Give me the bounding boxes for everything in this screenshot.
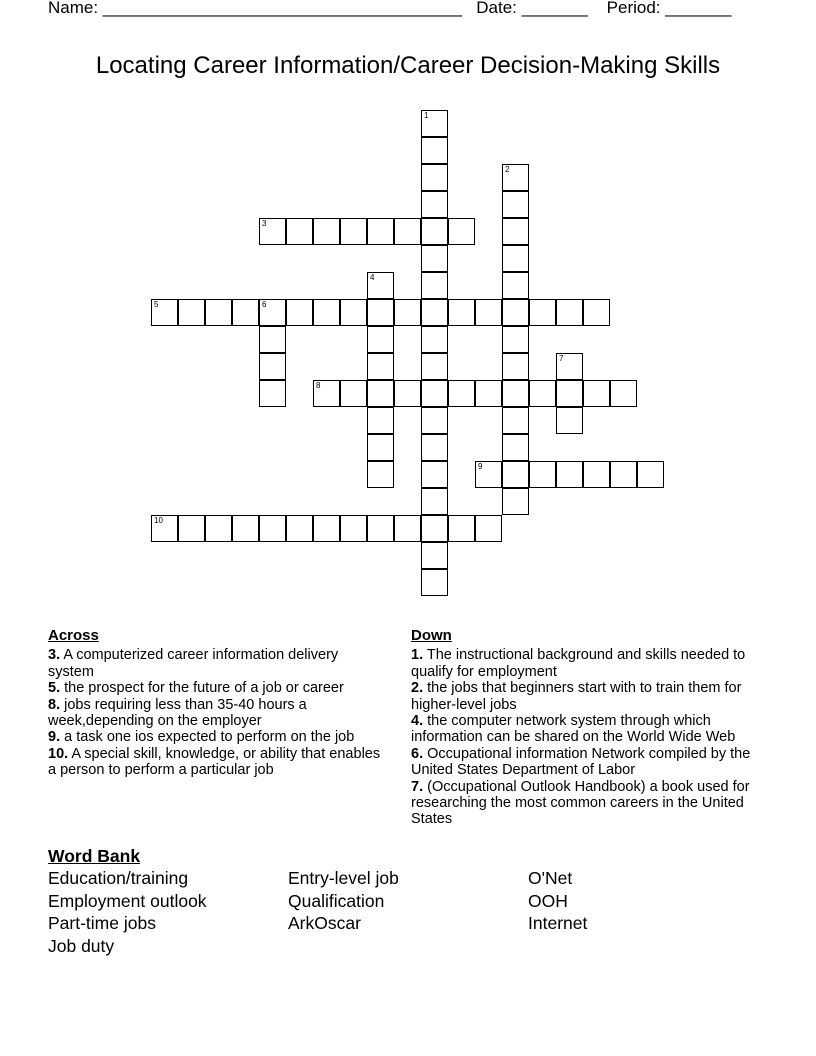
crossword-cell [367,272,394,299]
crossword-cell [313,380,340,407]
clue-number: 4 [370,273,375,282]
word-bank-item: Education/training [48,868,189,888]
crossword-cell [394,299,421,326]
crossword-cell [556,461,583,488]
crossword-cell [502,380,529,407]
crossword-cell [502,299,529,326]
crossword-cell [259,353,286,380]
crossword-cell [340,380,367,407]
clue-across-9: 9. a task one ios expected to perform on the job [48,729,355,746]
crossword-cell [394,515,421,542]
word-bank-title: Word Bank [48,846,141,866]
crossword-cell [286,515,313,542]
clue-across-10: 10. A special skill, knowledge, or ability that enables a person to perform a particular job [48,745,381,779]
crossword-cell [367,434,394,461]
clue-down-7: 7. (Occupational Outlook Handbook) a book used for researching the most common careers in the United States [411,778,750,828]
down-clues [411,628,771,828]
crossword-cell [205,515,232,542]
crossword-cell [259,326,286,353]
crossword-cell [421,164,448,191]
crossword-cell [475,461,502,488]
crossword-cell [421,272,448,299]
clue-down-6: 6. Occupational information Network compiled by the United States Department of Labor [411,745,751,779]
crossword-cell [259,380,286,407]
word-bank-item: O'Net [528,868,573,888]
crossword-cell [421,353,448,380]
crossword-cell [394,380,421,407]
crossword-cell [313,515,340,542]
crossword-cell [583,461,610,488]
clue-number: 6 [262,300,267,309]
crossword-cell [286,299,313,326]
across-clues [48,628,388,779]
crossword-cell [475,380,502,407]
word-bank-item: Qualification [288,891,385,911]
crossword-cell [502,461,529,488]
crossword-cell [421,542,448,569]
clue-number: 3 [262,219,267,228]
crossword-cell [421,299,448,326]
crossword-cell [502,326,529,353]
crossword-cell [448,299,475,326]
crossword-cell [421,569,448,596]
crossword-cell [556,299,583,326]
crossword-cell [556,407,583,434]
crossword-cell [637,461,664,488]
crossword-cell [394,218,421,245]
crossword-cell [313,218,340,245]
crossword-cell [232,299,259,326]
clue-across-3: 3. A computerized career information delivery system [48,647,339,680]
crossword-cell [421,488,448,515]
crossword-cell [610,380,637,407]
crossword-cell [367,299,394,326]
clue-down-2: 2. the jobs that beginners start with to train them for higher-level jobs [411,680,742,713]
crossword-cell [556,353,583,380]
clue-number: 1 [424,111,429,120]
crossword-cell [259,299,286,326]
crossword-cell [421,191,448,218]
crossword-cell [421,326,448,353]
crossword-cell [421,110,448,137]
crossword-cell [421,380,448,407]
crossword-cell [529,299,556,326]
crossword-cell [367,461,394,488]
crossword-cell [421,407,448,434]
crossword-cell [502,407,529,434]
name-date-period-line: Name: ______________________________________ Date: _______ Period: _______ [48,0,732,17]
clue-number: 5 [154,300,159,309]
clue-down-4: 4. the computer network system through which information can be shared on the World Wide Web [411,713,736,746]
crossword-cell [502,245,529,272]
crossword-cell [502,434,529,461]
crossword-cell [502,272,529,299]
crossword-cell [367,326,394,353]
crossword-cell [610,461,637,488]
page-title: Locating Career Information/Career Decision-Making Skills [95,52,721,79]
word-bank-item: OOH [528,891,568,911]
crossword-cell [502,488,529,515]
crossword-cell [205,299,232,326]
crossword-cell [529,461,556,488]
clue-down-1: 1. The instructional background and skills needed to qualify for employment [411,647,746,680]
clue-number: 9 [478,462,483,471]
word-bank-item: Part-time jobs [48,913,156,933]
crossword-cell [367,515,394,542]
crossword-cell [313,299,340,326]
crossword-cell [502,353,529,380]
crossword-cell [583,299,610,326]
crossword-cell [367,407,394,434]
crossword-cell [448,380,475,407]
crossword-cell [367,218,394,245]
crossword-cell [259,218,286,245]
clue-number: 7 [559,354,564,363]
crossword-cell [367,353,394,380]
crossword-cell [475,299,502,326]
crossword-cell [421,461,448,488]
word-bank-item: Job duty [48,936,115,956]
crossword-cell [259,515,286,542]
crossword-cell [340,299,367,326]
crossword-cell [151,299,178,326]
across-heading: Across [48,627,99,644]
crossword-cell [286,218,313,245]
crossword-cell [421,218,448,245]
crossword-cell [178,299,205,326]
crossword-cell [151,515,178,542]
crossword-cell [178,515,205,542]
crossword-cell [340,218,367,245]
crossword-cell [502,191,529,218]
word-bank-item: Internet [528,913,588,933]
clue-number: 8 [316,381,321,390]
crossword-cell [421,137,448,164]
clue-number: 10 [154,516,163,525]
crossword-cell [502,218,529,245]
clue-number: 2 [505,165,510,174]
crossword-cell [556,380,583,407]
crossword-cell [421,434,448,461]
crossword-cell [475,515,502,542]
word-bank-item: Employment outlook [48,891,207,911]
clue-across-8: 8. jobs requiring less than 35-40 hours a week,depending on the employer [48,696,307,730]
crossword-cell [367,380,394,407]
word-bank-item: Entry-level job [288,868,399,888]
down-heading: Down [411,627,452,644]
crossword-cell [448,515,475,542]
word-bank-item: ArkOscar [288,913,361,933]
clue-across-5: 5. the prospect for the future of a job or career [48,680,344,697]
crossword-cell [502,164,529,191]
crossword-cell [421,515,448,542]
crossword-cell [448,218,475,245]
crossword-cell [340,515,367,542]
crossword-cell [583,380,610,407]
crossword-cell [529,380,556,407]
crossword-cell [232,515,259,542]
crossword-cell [421,245,448,272]
